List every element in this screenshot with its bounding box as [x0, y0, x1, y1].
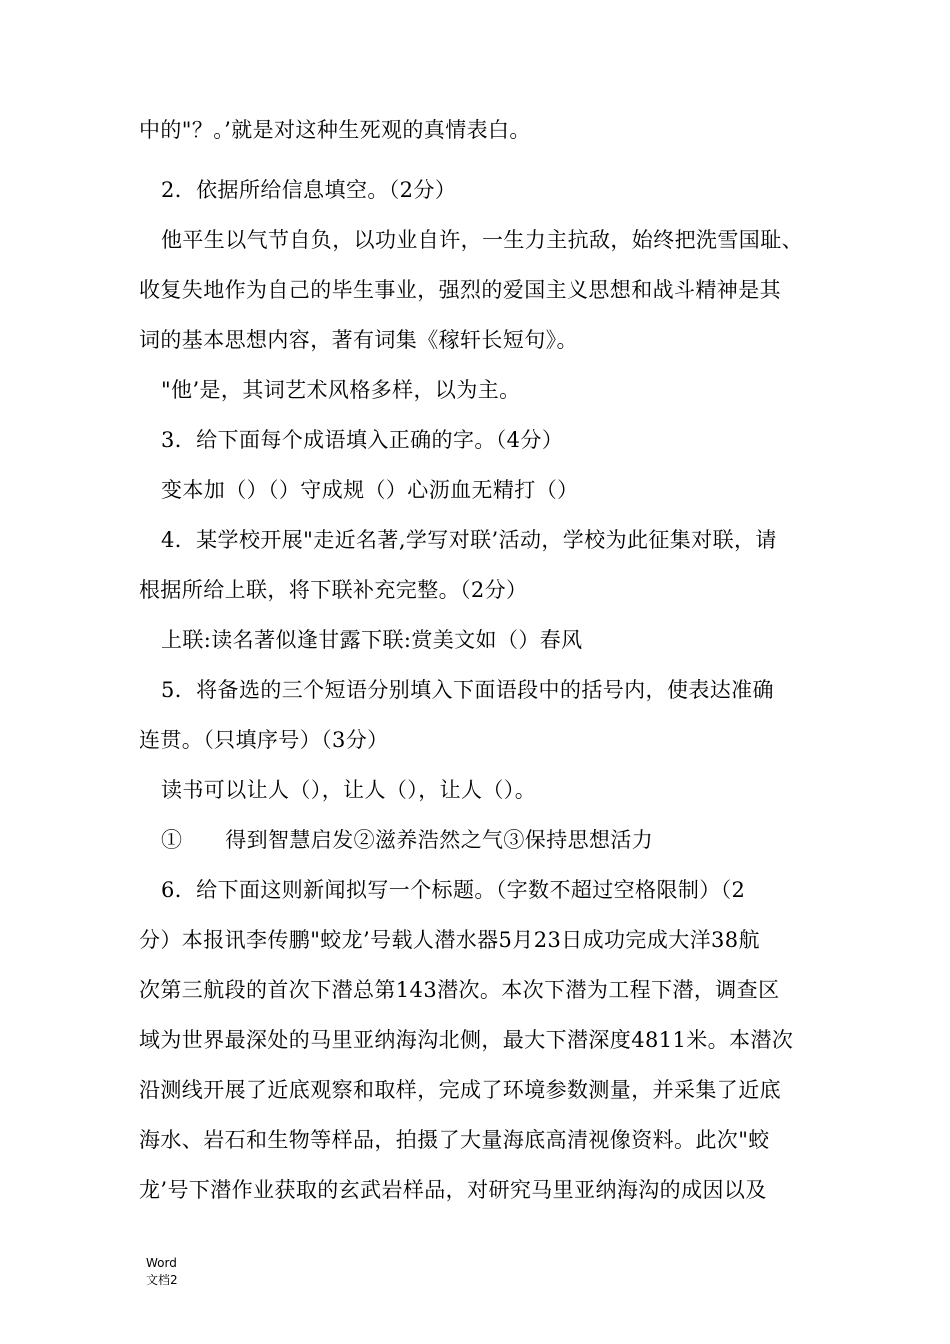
text-line: 变本加（）（）守成规（）心沥血无精打（） [161, 478, 579, 502]
text-line: 沿测线开展了近底观察和取样，完成了环境参数测量，并采集了近底 [139, 1078, 781, 1102]
text-line: 海水、岩石和生物等样品，拍摄了大量海底高清视像资料。此次"蛟 [139, 1128, 770, 1152]
text-line: 上联:读名著似逢甘露下联:赏美文如（）春风 [161, 628, 583, 652]
text-line: 连贯。（只填序号）（3分） [139, 728, 389, 752]
text-line: 中的"？。’就是对这种生死观的真情表白。 [139, 118, 531, 142]
text-line: 龙’号下潜作业获取的玄武岩样品，对研究马里亚纳海沟的成因以及 [139, 1178, 767, 1202]
footer-app-label: Word [146, 1256, 177, 1270]
footer-page-label: 文档2 [146, 1273, 178, 1287]
text-line: 他平生以气节自负，以功业自许，一生力主抗敌，始终把洗雪国耻、 [161, 228, 803, 252]
question-3-heading: 3．给下面每个成语填入正确的字。（4分） [161, 428, 564, 452]
question-5-heading: 5．将备选的三个短语分别填入下面语段中的括号内，使表达准确 [161, 678, 774, 702]
text-line: 词的基本思想内容，著有词集《稼轩长短句》。 [139, 328, 578, 352]
question-2-heading: 2．依据所给信息填空。（2分） [161, 178, 457, 202]
text-line: ① 得到智慧启发②滋养浩然之气③保持思想活力 [161, 828, 654, 852]
text-line: 根据所给上联，将下联补充完整。（2分） [139, 578, 528, 602]
question-4-heading: 4．某学校开展"走近名著,学写对联’活动，学校为此征集对联，请 [161, 528, 777, 552]
text-line: "他’是，其词艺术风格多样，以为主。 [161, 378, 521, 402]
text-line: 次第三航段的首次下潜总第143潜次。本次下潜为工程下潜，调查区 [139, 978, 780, 1002]
text-line: 读书可以让人（），让人（），让人（）。 [161, 778, 537, 802]
text-line: 收复失地作为自己的毕生事业，强烈的爱国主义思想和战斗精神是其 [139, 278, 781, 302]
text-line: 域为世界最深处的马里亚纳海沟北侧，最大下潜深度4811米。本潜次 [139, 1028, 794, 1052]
text-line: 分）本报讯李传鹏"蛟龙’号载人潜水器5月23日成功完成大洋38航 [139, 928, 760, 952]
question-6-heading: 6．给下面这则新闻拟写一个标题。（字数不超过空格限制）（2 [161, 878, 746, 902]
